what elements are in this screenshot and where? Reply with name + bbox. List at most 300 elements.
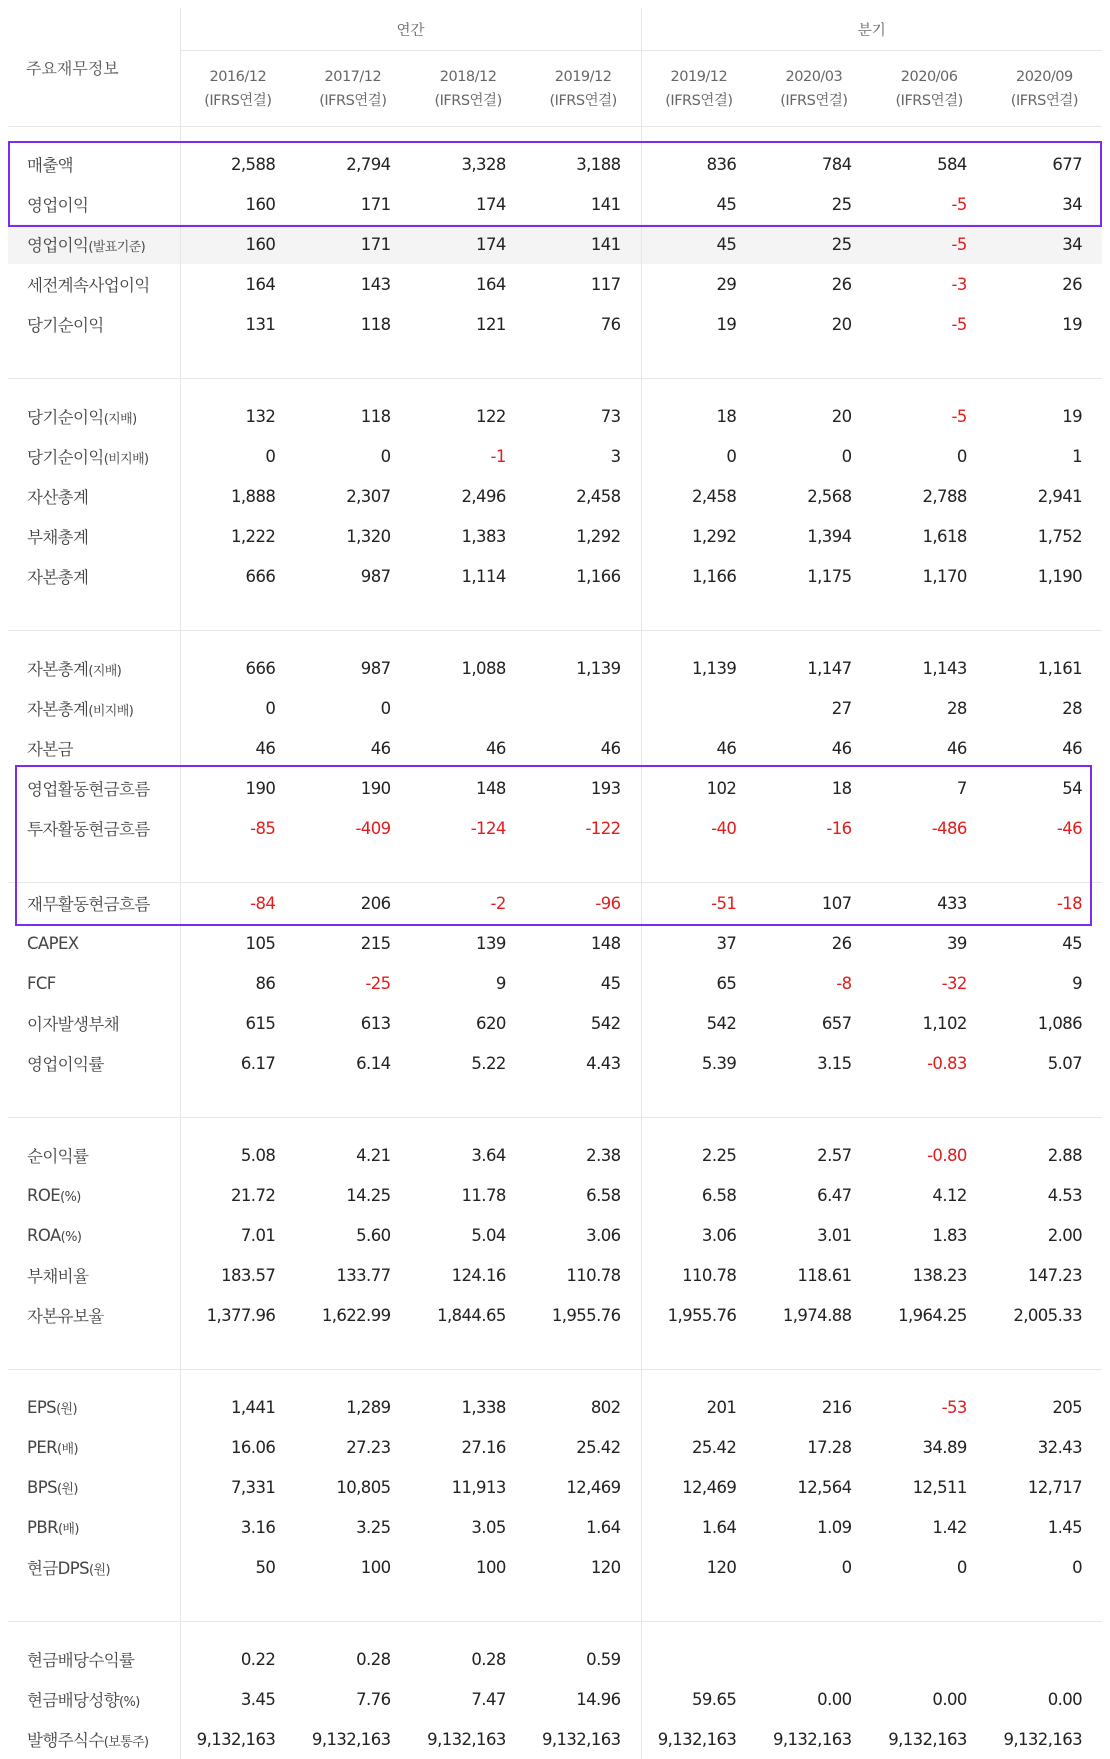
value-cell: 25.42 bbox=[692, 1437, 737, 1457]
value-cell: 2,788 bbox=[922, 486, 967, 506]
row-label-unit: (원) bbox=[89, 1563, 110, 1578]
value-cell: 9,132,163 bbox=[311, 1729, 391, 1749]
value-cell: 1,102 bbox=[922, 1013, 967, 1033]
value-cell: 987 bbox=[360, 566, 391, 586]
value-cell: 2.00 bbox=[1047, 1225, 1083, 1245]
value-cell: 50 bbox=[255, 1557, 276, 1577]
value-cell: 1,338 bbox=[461, 1397, 506, 1417]
value-cell: 7.47 bbox=[471, 1689, 506, 1709]
table-row bbox=[8, 144, 1102, 184]
value-cell: 12,511 bbox=[912, 1477, 967, 1497]
value-cell: 4.21 bbox=[356, 1145, 391, 1165]
value-cell: 6.58 bbox=[526, 1175, 641, 1215]
value-cell: -51 bbox=[711, 893, 737, 913]
row-label-main: 자본총계 bbox=[27, 660, 89, 679]
row-label-main: 당기순이익 bbox=[27, 316, 104, 335]
row-label-unit: (%) bbox=[60, 1189, 81, 1205]
value-cell: 1,166 bbox=[526, 556, 641, 596]
row-label bbox=[8, 1255, 180, 1295]
value-cell: 59.65 bbox=[692, 1689, 737, 1709]
table-row bbox=[8, 1507, 1102, 1547]
row-label bbox=[8, 648, 180, 688]
table-row bbox=[8, 556, 1102, 596]
value-cell: 1,888 bbox=[231, 486, 276, 506]
row-label-main: 현금배당수익률 bbox=[27, 1651, 135, 1670]
row-label bbox=[8, 1043, 180, 1083]
row-label-main: EPS bbox=[27, 1397, 57, 1417]
row-label-unit: (지배) bbox=[103, 412, 137, 427]
value-cell: 615 bbox=[245, 1013, 276, 1033]
value-cell: 9,132,163 bbox=[888, 1729, 967, 1749]
value-cell: -5 bbox=[951, 314, 967, 334]
value-cell: 206 bbox=[360, 893, 391, 913]
row-label bbox=[8, 264, 180, 304]
table-row bbox=[8, 396, 1102, 436]
value-cell: 160 bbox=[180, 224, 295, 264]
period-header bbox=[411, 51, 526, 127]
row-label-main: 자본총계 bbox=[27, 700, 89, 719]
row-label-main: 영업이익 bbox=[27, 236, 89, 255]
value-cell: 25.42 bbox=[526, 1427, 641, 1467]
row-label bbox=[8, 768, 180, 808]
table-row bbox=[8, 883, 1102, 924]
value-cell: 122 bbox=[476, 406, 506, 426]
value-cell: 3.16 bbox=[240, 1517, 276, 1537]
value-cell bbox=[872, 1639, 987, 1679]
value-cell: 2.38 bbox=[526, 1135, 641, 1175]
value-cell: -486 bbox=[931, 818, 967, 838]
value-cell: 11.78 bbox=[461, 1185, 506, 1205]
value-cell: 9,132,163 bbox=[657, 1729, 737, 1749]
row-label bbox=[8, 556, 180, 596]
value-cell: 1,292 bbox=[692, 526, 737, 546]
row-label bbox=[8, 963, 180, 1003]
value-cell: 7 bbox=[956, 778, 967, 798]
value-cell: 34.89 bbox=[922, 1437, 967, 1457]
table-row bbox=[8, 1719, 1102, 1759]
value-cell: 3.06 bbox=[526, 1215, 641, 1255]
value-cell: -96 bbox=[526, 883, 641, 924]
row-label-main: 재무활동현금흐름 bbox=[27, 895, 150, 914]
value-cell: -85 bbox=[250, 818, 276, 838]
value-cell: 1,175 bbox=[807, 566, 852, 586]
value-cell: 12,717 bbox=[1027, 1477, 1083, 1497]
table-row bbox=[8, 1467, 1102, 1507]
period-date: 2017/12 bbox=[324, 68, 382, 85]
value-cell: 18 bbox=[831, 778, 852, 798]
row-label-main: 부채비율 bbox=[27, 1267, 89, 1286]
value-cell: 143 bbox=[360, 274, 391, 294]
row-label-main: 영업이익률 bbox=[27, 1055, 104, 1074]
value-cell: 171 bbox=[295, 224, 410, 264]
row-label bbox=[8, 476, 180, 516]
table-row bbox=[8, 1175, 1102, 1215]
value-cell: 100 bbox=[476, 1557, 506, 1577]
value-cell: 1,320 bbox=[346, 526, 391, 546]
value-cell: 2,568 bbox=[807, 486, 852, 506]
value-cell: 73 bbox=[526, 396, 641, 436]
value-cell: 2,005.33 bbox=[1013, 1305, 1083, 1325]
value-cell: 657 bbox=[821, 1013, 852, 1033]
value-cell: 34 bbox=[1062, 194, 1083, 214]
value-cell: 542 bbox=[526, 1003, 641, 1043]
value-cell: 46 bbox=[370, 738, 391, 758]
value-cell: 141 bbox=[526, 224, 641, 264]
value-cell: -1 bbox=[490, 446, 506, 466]
value-cell: 1.83 bbox=[932, 1225, 967, 1245]
value-cell: 205 bbox=[1052, 1397, 1083, 1417]
period-basis: (IFRS연결) bbox=[204, 92, 272, 109]
value-cell: 46 bbox=[946, 738, 967, 758]
value-cell: 1.64 bbox=[526, 1507, 641, 1547]
value-cell: 2,794 bbox=[346, 154, 391, 174]
row-label-unit: (보통주) bbox=[103, 1735, 149, 1750]
value-cell: 139 bbox=[476, 933, 506, 953]
period-basis: (IFRS연결) bbox=[319, 92, 387, 109]
value-cell: 784 bbox=[821, 154, 852, 174]
value-cell: 174 bbox=[476, 194, 506, 214]
value-cell: 190 bbox=[245, 778, 276, 798]
value-cell: 5.60 bbox=[356, 1225, 391, 1245]
value-cell: 14.96 bbox=[526, 1679, 641, 1719]
value-cell: 17.28 bbox=[807, 1437, 852, 1457]
table-row bbox=[8, 224, 1102, 264]
row-label-main: 부채총계 bbox=[27, 528, 89, 547]
value-cell: 2.88 bbox=[1047, 1145, 1083, 1165]
table-row bbox=[8, 476, 1102, 516]
value-cell: 174 bbox=[411, 224, 526, 264]
value-cell: 836 bbox=[706, 154, 737, 174]
value-cell: 141 bbox=[526, 184, 641, 224]
value-cell: 1,618 bbox=[922, 526, 967, 546]
row-label-main: 자본총계 bbox=[27, 568, 89, 587]
value-cell: 9,132,163 bbox=[1003, 1729, 1083, 1749]
table-row bbox=[8, 1427, 1102, 1467]
value-cell: 433 bbox=[937, 893, 967, 913]
value-cell: 542 bbox=[706, 1013, 737, 1033]
value-cell: 6.14 bbox=[356, 1053, 391, 1073]
value-cell: 19 bbox=[1062, 314, 1083, 334]
value-cell: 118.61 bbox=[797, 1265, 852, 1285]
value-cell: 1.64 bbox=[701, 1517, 737, 1537]
period-header bbox=[641, 51, 756, 127]
value-cell: 76 bbox=[526, 304, 641, 344]
table-row bbox=[8, 1547, 1102, 1587]
value-cell: 1,139 bbox=[526, 648, 641, 688]
row-label-main: 발행주식수 bbox=[27, 1731, 104, 1750]
value-cell: 193 bbox=[526, 768, 641, 808]
period-date: 2019/12 bbox=[670, 68, 728, 85]
value-cell: 120 bbox=[526, 1547, 641, 1587]
row-label-main: 당기순이익 bbox=[27, 448, 104, 467]
table-row bbox=[8, 1135, 1102, 1175]
table-row bbox=[8, 1387, 1102, 1427]
value-cell: 1,844.65 bbox=[437, 1305, 506, 1325]
value-cell: 0 bbox=[841, 446, 852, 466]
row-label-main: 매출액 bbox=[27, 156, 74, 175]
table-row bbox=[8, 516, 1102, 556]
value-cell: 1.45 bbox=[1047, 1517, 1083, 1537]
value-cell: 0 bbox=[380, 698, 391, 718]
value-cell: 5.07 bbox=[1047, 1053, 1083, 1073]
row-label-unit: (지배) bbox=[88, 664, 122, 679]
value-cell: 28 bbox=[1062, 698, 1083, 718]
value-cell bbox=[987, 1639, 1102, 1679]
value-cell: 9,132,163 bbox=[772, 1729, 852, 1749]
row-label-main: PBR bbox=[27, 1517, 58, 1537]
period-header bbox=[180, 51, 295, 127]
row-label bbox=[8, 923, 180, 963]
value-cell: 1.42 bbox=[932, 1517, 967, 1537]
value-cell: 6.47 bbox=[817, 1185, 852, 1205]
value-cell: 0 bbox=[956, 1557, 967, 1577]
row-label-main: 자산총계 bbox=[27, 488, 89, 507]
value-cell: 100 bbox=[360, 1557, 391, 1577]
value-cell: 3.15 bbox=[817, 1053, 852, 1073]
value-cell: 2,458 bbox=[526, 476, 641, 516]
value-cell: 5.22 bbox=[471, 1053, 506, 1073]
value-cell: 2.25 bbox=[701, 1145, 737, 1165]
period-basis: (IFRS연결) bbox=[434, 92, 502, 109]
value-cell: 183.57 bbox=[221, 1265, 276, 1285]
value-cell: -124 bbox=[470, 818, 506, 838]
value-cell: 117 bbox=[526, 264, 641, 304]
value-cell: 5.39 bbox=[701, 1053, 737, 1073]
value-cell: 21.72 bbox=[231, 1185, 276, 1205]
value-cell: 20 bbox=[831, 314, 852, 334]
value-cell: 34 bbox=[987, 224, 1102, 264]
value-cell: 9,132,163 bbox=[526, 1719, 641, 1759]
value-cell: 28 bbox=[946, 698, 967, 718]
value-cell: 5.04 bbox=[471, 1225, 506, 1245]
row-label-main: 투자활동현금흐름 bbox=[27, 820, 150, 839]
row-label-main: 현금DPS bbox=[27, 1559, 90, 1578]
value-cell: 1,139 bbox=[692, 658, 737, 678]
value-cell: 2,588 bbox=[231, 154, 276, 174]
value-cell: 666 bbox=[245, 566, 276, 586]
row-label-main: BPS bbox=[27, 1477, 57, 1497]
value-cell: 12,564 bbox=[797, 1477, 852, 1497]
row-label-main: 세전계속사업이익 bbox=[27, 276, 150, 295]
value-cell: 118 bbox=[360, 314, 391, 334]
row-label-unit: (비지배) bbox=[88, 704, 134, 719]
value-cell: 0.00 bbox=[817, 1689, 852, 1709]
value-cell: 4.43 bbox=[526, 1043, 641, 1083]
value-cell: 54 bbox=[1062, 778, 1083, 798]
period-basis: (IFRS연결) bbox=[780, 92, 848, 109]
value-cell: 2,941 bbox=[1037, 486, 1083, 506]
value-cell: 1,086 bbox=[1037, 1013, 1083, 1033]
value-cell: 147.23 bbox=[1027, 1265, 1083, 1285]
table-row bbox=[8, 1255, 1102, 1295]
value-cell: -46 bbox=[1056, 818, 1083, 838]
table-row bbox=[8, 1295, 1102, 1335]
financial-summary bbox=[8, 8, 1102, 1759]
value-cell: 20 bbox=[831, 406, 852, 426]
value-cell bbox=[641, 688, 756, 728]
value-cell: 0 bbox=[265, 698, 276, 718]
row-label-unit: (원) bbox=[56, 1481, 78, 1497]
period-header bbox=[987, 51, 1102, 127]
table-row bbox=[8, 264, 1102, 304]
period-header bbox=[295, 51, 410, 127]
value-cell bbox=[526, 688, 641, 728]
row-label bbox=[8, 304, 180, 344]
row-label-unit: (원) bbox=[56, 1401, 77, 1417]
value-cell: 46 bbox=[255, 738, 276, 758]
period-basis: (IFRS연결) bbox=[665, 92, 733, 109]
value-cell: 26 bbox=[831, 274, 852, 294]
value-cell: 1.09 bbox=[817, 1517, 852, 1537]
value-cell: 1,088 bbox=[461, 658, 506, 678]
table-row bbox=[8, 688, 1102, 728]
period-header bbox=[872, 51, 987, 127]
value-cell: 46 bbox=[1062, 738, 1083, 758]
value-cell: 4.12 bbox=[932, 1185, 967, 1205]
value-cell: -0.80 bbox=[927, 1145, 967, 1165]
value-cell: 46 bbox=[831, 738, 852, 758]
value-cell: 3.25 bbox=[356, 1517, 391, 1537]
row-label-main: 자본유보율 bbox=[27, 1307, 104, 1326]
value-cell: 19 bbox=[716, 314, 737, 334]
value-cell: 3.06 bbox=[701, 1225, 737, 1245]
value-cell: 0 bbox=[1072, 1557, 1083, 1577]
value-cell bbox=[756, 1639, 871, 1679]
table-row bbox=[8, 1003, 1102, 1043]
value-cell: 9 bbox=[1072, 973, 1083, 993]
table-row bbox=[8, 1679, 1102, 1719]
table-row bbox=[8, 923, 1102, 963]
row-label-unit: (배) bbox=[57, 1441, 78, 1457]
value-cell: 2,307 bbox=[346, 486, 391, 506]
value-cell: 1,289 bbox=[346, 1397, 391, 1417]
group-annual: 연간 bbox=[180, 8, 641, 51]
period-date: 2020/03 bbox=[785, 68, 843, 85]
value-cell: 26 bbox=[831, 933, 852, 953]
row-label bbox=[8, 688, 180, 728]
period-basis: (IFRS연결) bbox=[1010, 92, 1079, 109]
row-label bbox=[8, 728, 180, 768]
value-cell: 12,469 bbox=[682, 1477, 737, 1497]
row-label-main: 자본금 bbox=[27, 740, 74, 759]
value-cell: 1,161 bbox=[1037, 658, 1083, 678]
value-cell: 11,913 bbox=[451, 1477, 506, 1497]
value-cell bbox=[411, 688, 526, 728]
value-cell: 121 bbox=[476, 314, 506, 334]
row-label-unit: (발표기준) bbox=[88, 240, 146, 255]
value-cell: 25 bbox=[831, 194, 852, 214]
value-cell: 1,166 bbox=[692, 566, 737, 586]
value-cell: 29 bbox=[716, 274, 737, 294]
table-row bbox=[8, 728, 1102, 768]
value-cell: 27 bbox=[831, 698, 852, 718]
row-label-unit: (%) bbox=[119, 1695, 140, 1710]
row-label bbox=[8, 1427, 180, 1467]
value-cell: 1,964.25 bbox=[898, 1305, 967, 1325]
period-date: 2019/12 bbox=[554, 68, 612, 85]
value-cell: 3.01 bbox=[817, 1225, 852, 1245]
value-cell: 1 bbox=[1072, 446, 1083, 466]
value-cell: -53 bbox=[941, 1397, 967, 1417]
table-row bbox=[8, 1215, 1102, 1255]
value-cell: 2,458 bbox=[692, 486, 737, 506]
value-cell: 1,170 bbox=[922, 566, 967, 586]
row-label bbox=[8, 1387, 180, 1427]
value-cell: 105 bbox=[245, 933, 276, 953]
value-cell: 677 bbox=[1052, 154, 1083, 174]
period-header bbox=[526, 51, 641, 127]
value-cell: 148 bbox=[526, 923, 641, 963]
row-label bbox=[8, 1467, 180, 1507]
row-label bbox=[8, 516, 180, 556]
value-cell: 7.76 bbox=[356, 1689, 391, 1709]
row-label bbox=[8, 436, 180, 476]
value-cell: 27.16 bbox=[461, 1437, 506, 1457]
row-label bbox=[8, 396, 180, 436]
value-cell: 164 bbox=[476, 274, 506, 294]
row-label-main: 이자발생부채 bbox=[27, 1015, 120, 1034]
table-row bbox=[8, 304, 1102, 344]
value-cell: 1,377.96 bbox=[206, 1305, 276, 1325]
value-cell: -18 bbox=[1056, 893, 1083, 913]
value-cell: -3 bbox=[951, 274, 967, 294]
value-cell: 1,974.88 bbox=[782, 1305, 852, 1325]
value-cell: 7,331 bbox=[231, 1477, 276, 1497]
row-label bbox=[8, 808, 180, 848]
value-cell: 32.43 bbox=[1037, 1437, 1083, 1457]
value-cell: 19 bbox=[1062, 406, 1083, 426]
value-cell: 26 bbox=[1062, 274, 1083, 294]
value-cell: 4.53 bbox=[1047, 1185, 1083, 1205]
value-cell: 39 bbox=[946, 933, 967, 953]
value-cell: 0.28 bbox=[471, 1649, 506, 1669]
value-cell: 110.78 bbox=[682, 1265, 737, 1285]
value-cell: 3.05 bbox=[471, 1517, 506, 1537]
row-label-main: ROA bbox=[27, 1225, 61, 1245]
value-cell: 1,622.99 bbox=[321, 1305, 391, 1325]
period-header bbox=[756, 51, 871, 127]
value-cell bbox=[641, 1639, 756, 1679]
row-label bbox=[8, 1547, 180, 1587]
value-cell: 0.59 bbox=[526, 1639, 641, 1679]
value-cell: 201 bbox=[706, 1397, 737, 1417]
value-cell: 131 bbox=[245, 314, 276, 334]
value-cell: 46 bbox=[526, 728, 641, 768]
value-cell: -122 bbox=[526, 808, 641, 848]
value-cell: 1,752 bbox=[1037, 526, 1083, 546]
value-cell: 110.78 bbox=[526, 1255, 641, 1295]
table-row bbox=[8, 808, 1102, 848]
row-label-main: 영업활동현금흐름 bbox=[27, 780, 150, 799]
row-label bbox=[8, 1719, 180, 1759]
table-row bbox=[8, 1043, 1102, 1083]
value-cell: -32 bbox=[941, 973, 967, 993]
row-label bbox=[8, 1679, 180, 1719]
value-cell: 0 bbox=[841, 1557, 852, 1577]
row-label-unit: (%) bbox=[60, 1229, 82, 1245]
row-label-main: CAPEX bbox=[27, 933, 79, 953]
value-cell: 25 bbox=[756, 224, 871, 264]
value-cell: 3 bbox=[526, 436, 641, 476]
value-cell: 7.01 bbox=[240, 1225, 276, 1245]
value-cell: 1,292 bbox=[526, 516, 641, 556]
row-label-main: 현금배당성향 bbox=[27, 1691, 120, 1710]
value-cell: -5 bbox=[951, 406, 967, 426]
value-cell: 9,132,163 bbox=[427, 1729, 506, 1749]
row-label-main: FCF bbox=[27, 973, 56, 993]
value-cell: -8 bbox=[836, 973, 852, 993]
row-label bbox=[8, 184, 180, 224]
